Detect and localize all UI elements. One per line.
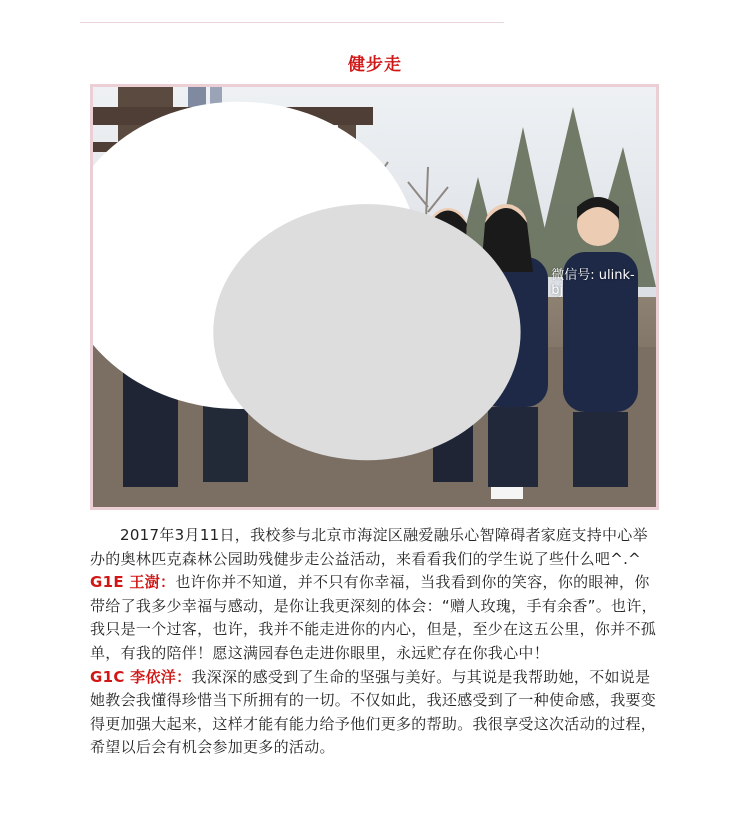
quote-text: 也许你并不知道，并不只有你幸福，当我看到你的笑容，你的眼神，你带给了我多少幸福与感动，是你让我更深刻的体会：“赠人玫瑰，手有余香”。也许，我只是一个过客，也许，我并不能走进你的内心，但是，至少在这五公里，你并不孤单，有我的陪伴！愿这满园春色走进你眼里，永远贮存在你我心中！ [90,573,657,662]
top-divider [80,22,504,23]
article-body [90,524,660,760]
wechat-watermark [90,84,638,491]
intro-paragraph: 2017年3月11日，我校参与北京市海淀区融爱融乐心智障碍者家庭支持中心举办的奥林匹克森林公园助残健步走公益活动，来看看我们的学生说了些什么吧^.^ [90,526,648,568]
quote-text: 我深深的感受到了生命的坚强与美好。与其说是我帮助她，不如说是她教会我懂得珍惜当下所拥有的一切。不仅如此，我还感受到了一种使命感，我要变得更加强大起来，这样才能有能力给予他们更多的帮助。我很享受这次活动的过程，希望以后会有机会参加更多的活动。 [90,667,657,757]
quote-speaker: G1E 王澍： [90,573,176,592]
quote-speaker: G1C 李依洋： [90,667,192,686]
quote-paragraph [90,571,660,665]
group-photo [90,84,659,510]
watermark-text: 微信号: ulink-bj [551,268,635,298]
wechat-icon [90,84,546,491]
page-title: 健步走 [348,55,402,75]
quote-paragraph [90,666,660,760]
